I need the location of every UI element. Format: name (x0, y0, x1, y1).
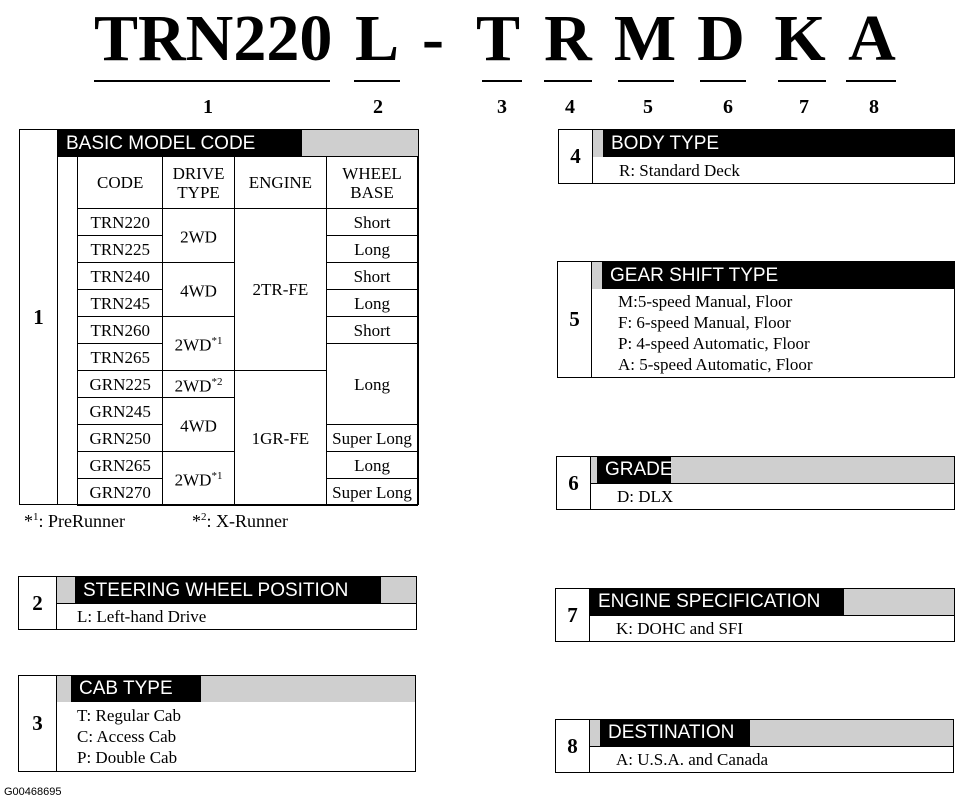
option-line: P: Double Cab (77, 748, 178, 767)
code-underline (94, 80, 330, 82)
model-code-cell: GRN250 (78, 425, 163, 452)
wheel-base-cell: Long (327, 290, 418, 317)
model-code-cell: TRN260 (78, 317, 163, 344)
position-number: 5 (643, 96, 653, 118)
section-title: CAB TYPE (71, 676, 201, 702)
option-line: C: Access Cab (77, 727, 177, 746)
grade-box (556, 456, 955, 510)
option-line: D: DLX (617, 487, 674, 506)
model-code-cell: TRN220 (78, 209, 163, 236)
section-number: 1 (20, 130, 58, 504)
section-number: 2 (19, 577, 57, 629)
section-title: BASIC MODEL CODE (58, 130, 302, 157)
position-number: 7 (799, 96, 809, 118)
wheel-base-cell: Short (327, 317, 418, 344)
option-line: M:5-speed Manual, Floor (618, 292, 793, 311)
drive-type-cell: 2WD$^{*1}$ (163, 452, 234, 506)
section-divider (591, 483, 954, 484)
wheel-base-cell: Long (327, 452, 418, 479)
option-line: F: 6-speed Manual, Floor (618, 313, 791, 332)
code-segment-gear: M (613, 2, 677, 75)
code-underline (700, 80, 746, 82)
section-title: GRADE (597, 457, 671, 483)
section-number: 8 (556, 720, 590, 772)
wheel-base-cell: Long (327, 344, 418, 425)
body-type-box (558, 129, 955, 184)
section-title: ENGINE SPECIFICATION (590, 589, 844, 615)
engine-cell: 2TR-FE (234, 209, 326, 371)
code-segment-basic-model: TRN220 (94, 2, 333, 75)
section-title: BODY TYPE (603, 130, 733, 157)
model-code-cell: GRN225 (78, 371, 163, 398)
section-title: GEAR SHIFT TYPE (602, 262, 798, 289)
model-code-cell: GRN245 (78, 398, 163, 425)
position-number: 2 (373, 96, 383, 118)
wheel-base-cell: Super Long (327, 479, 418, 506)
section-divider (590, 746, 953, 747)
position-number: 6 (723, 96, 733, 118)
code-segment-cab: T (475, 2, 521, 75)
option-line: A: U.S.A. and Canada (616, 750, 769, 769)
position-number: 1 (203, 96, 213, 118)
wheel-base-cell: Short (327, 209, 418, 236)
position-number: 4 (565, 96, 575, 118)
code-underline (544, 80, 592, 82)
model-code-cell: TRN225 (78, 236, 163, 263)
code-underline (618, 80, 674, 82)
footnote: *$^1$: PreRunner (24, 511, 125, 531)
cab-type-box (18, 675, 416, 772)
steering-box (18, 576, 417, 630)
section-number: 3 (19, 676, 57, 771)
code-underline (354, 80, 400, 82)
drive-type-cell: 4WD (163, 398, 234, 452)
code-segment-body: R (544, 2, 592, 75)
code-underline (778, 80, 826, 82)
model-code-cell: TRN245 (78, 290, 163, 317)
header-bar (798, 262, 954, 289)
option-line: P: 4-speed Automatic, Floor (618, 334, 810, 353)
drive-type-cell: 2WD$^{*1}$ (163, 317, 234, 371)
column-header: CODE (78, 157, 163, 209)
option-line: L: Left-hand Drive (77, 607, 207, 626)
model-code-cell: TRN240 (78, 263, 163, 290)
code-underline (482, 80, 522, 82)
option-line: A: 5-speed Automatic, Floor (618, 355, 813, 374)
column-header: ENGINE (234, 157, 326, 209)
engine-spec-box (555, 588, 955, 642)
model-code-cell: TRN265 (78, 344, 163, 371)
section-title: DESTINATION (600, 720, 750, 746)
destination-box (555, 719, 954, 773)
section-title: STEERING WHEEL POSITION (75, 577, 381, 604)
option-line: K: DOHC and SFI (616, 619, 744, 638)
position-number: 8 (869, 96, 879, 118)
engine-cell: 1GR-FE (234, 371, 326, 506)
code-segment-destination: A (848, 2, 896, 75)
option-line: R: Standard Deck (619, 161, 740, 180)
wheel-base-cell: Super Long (327, 425, 418, 452)
code-segment-steering: L (354, 2, 400, 75)
section-number: 5 (558, 262, 592, 377)
wheel-base-cell: Short (327, 263, 418, 290)
model-code-cell: GRN270 (78, 479, 163, 506)
model-table (77, 156, 418, 506)
section-number: 4 (559, 130, 593, 183)
drive-type-cell: 2WD (163, 209, 234, 263)
column-header: WHEEL BASE (327, 157, 418, 209)
section-divider (57, 603, 416, 604)
position-number: 3 (497, 96, 507, 118)
drive-type-cell: 4WD (163, 263, 234, 317)
code-dash: - (422, 2, 444, 75)
code-segment-engine: K (774, 2, 826, 75)
option-line: T: Regular Cab (77, 706, 181, 725)
gear-shift-box (557, 261, 955, 378)
basic-model-box (19, 129, 419, 505)
section-number: 7 (556, 589, 590, 641)
column-header: DRIVE TYPE (163, 157, 234, 209)
section-divider (590, 615, 954, 616)
model-code-cell: GRN265 (78, 452, 163, 479)
drive-type-cell: 2WD$^{*2}$ (163, 371, 234, 398)
section-number: 6 (557, 457, 591, 509)
wheel-base-cell: Long (327, 236, 418, 263)
figure-id: G00468695 (4, 786, 62, 798)
footnote: *$^2$: X-Runner (192, 511, 288, 531)
code-segment-grade: D (697, 2, 745, 75)
code-underline (846, 80, 896, 82)
header-bar (733, 130, 954, 157)
